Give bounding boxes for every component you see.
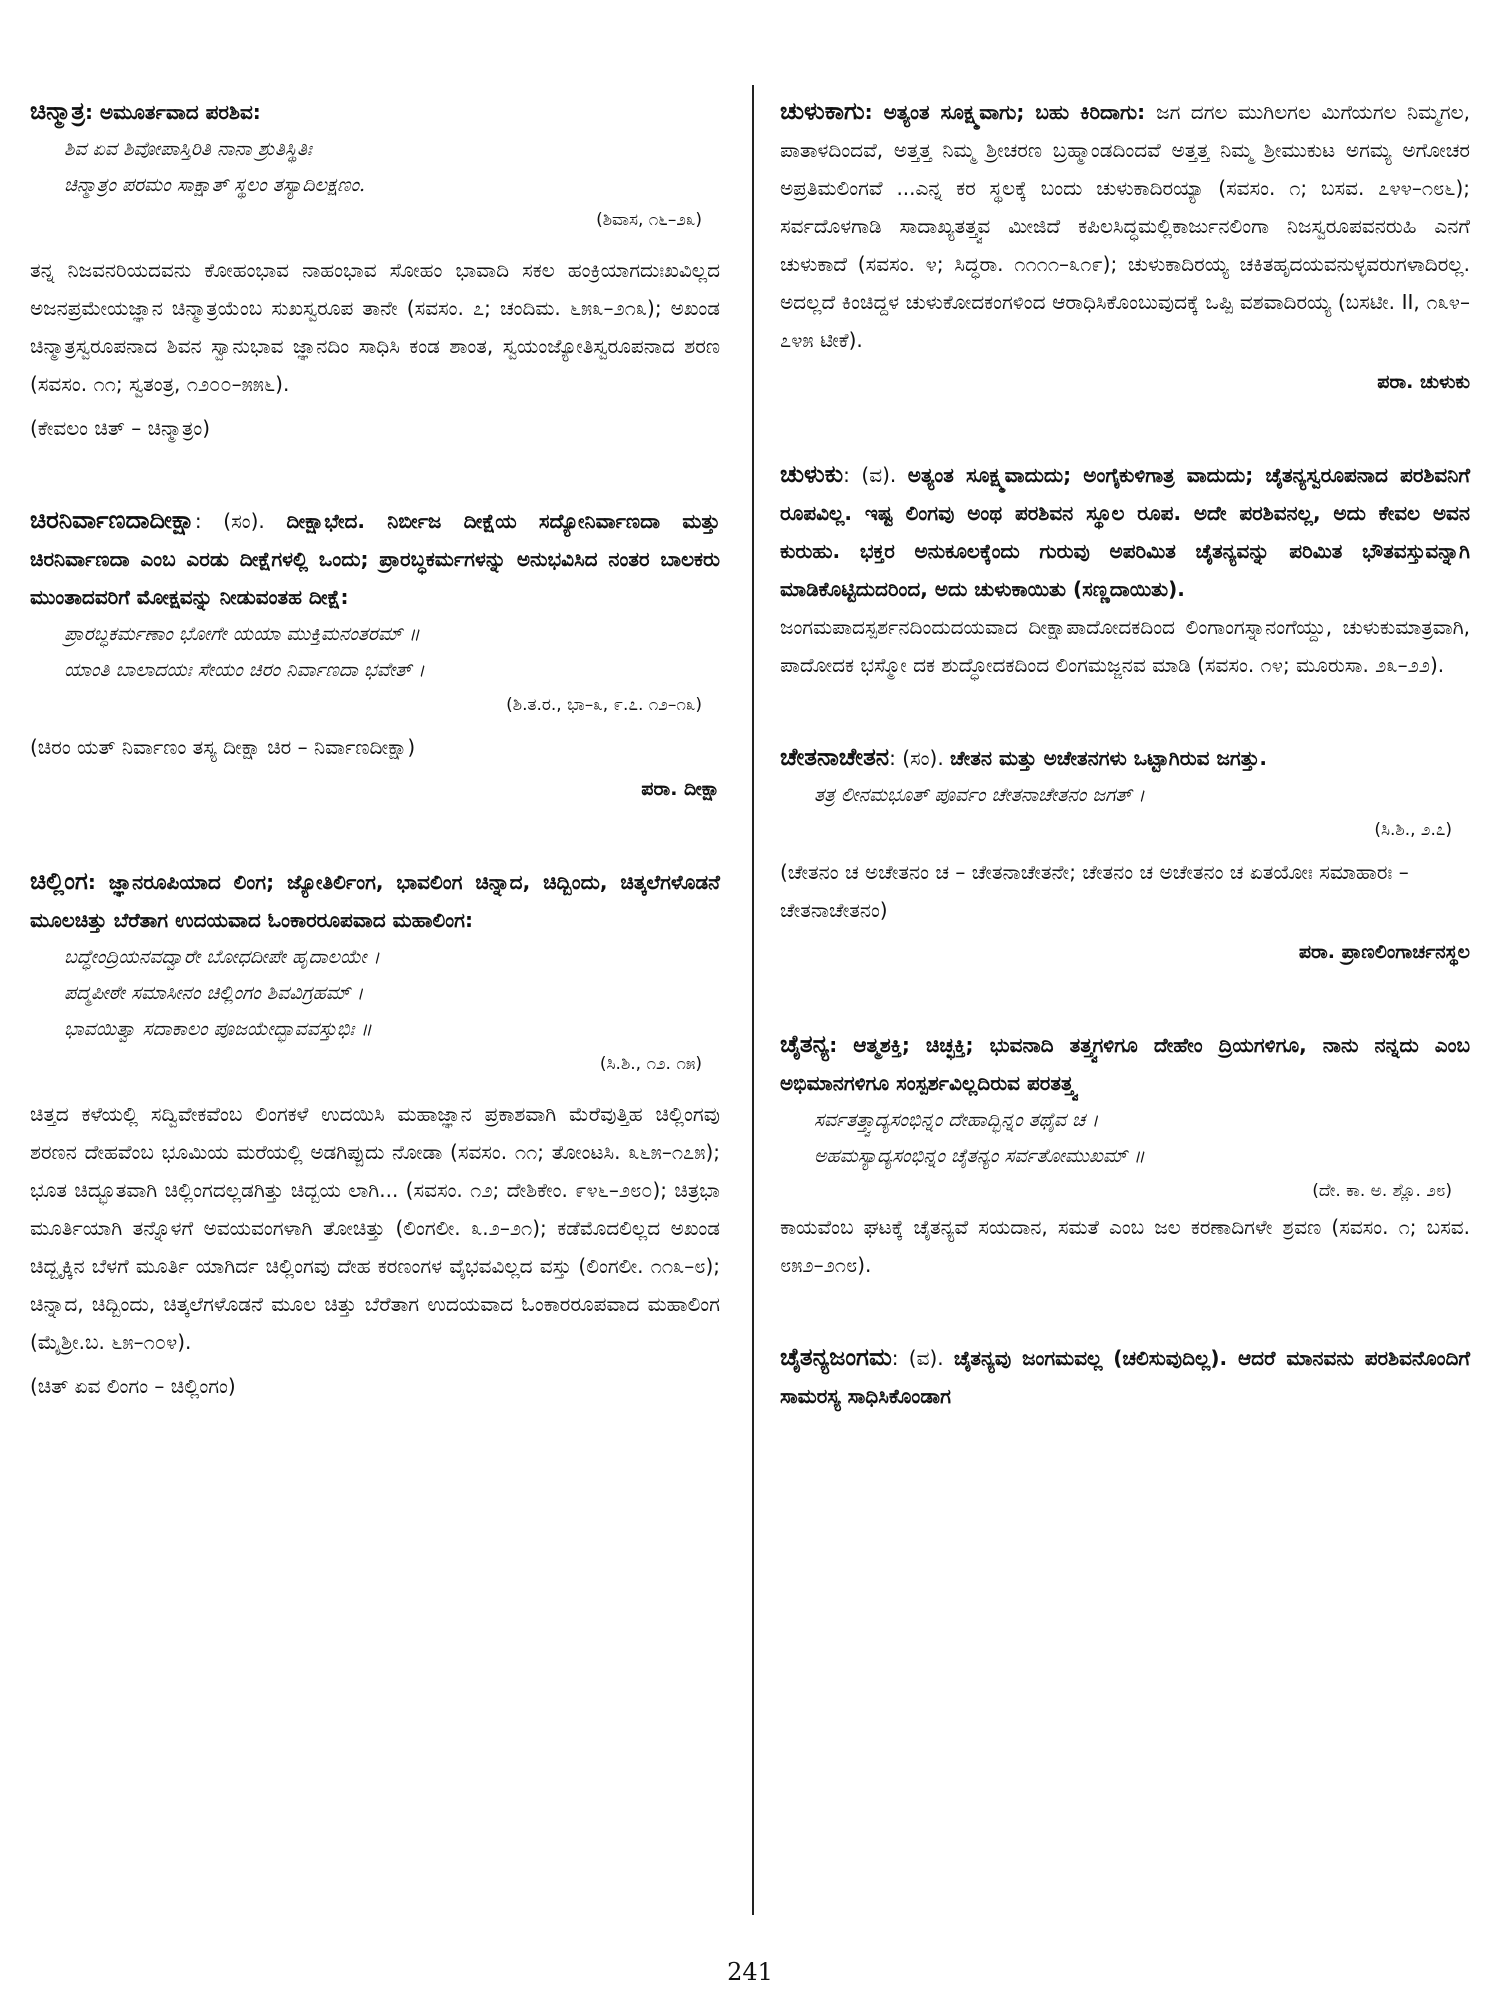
headword: ಚುಳುಕು <box>780 460 844 488</box>
headword: ಚಿನ್ಮಾತ್ರ <box>30 97 85 125</box>
verse-line: ಭಾವಯಿತ್ವಾ ಸದಾಕಾಲಂ ಪೂಜಯೇದ್ಭಾವವಸ್ತುಭಿಃ ॥ <box>64 1018 372 1040</box>
entry-chaitanya <box>780 1025 1470 1284</box>
definition: ಚೈತನ್ಯವು ಜಂಗಮವಲ್ಲ (ಚಲಿಸುವುದಿಲ್ಲ). ಆದರೆ ಮಾನವನು ಪರಶಿವನೊಂದಿಗೆ ಸಾಮರಸ್ಯ ಸಾಧಿಸಿಕೊಂಡಾಗ <box>780 1346 1470 1408</box>
entry-head <box>30 862 720 939</box>
verse-line: ಬದ್ಧೇಂದ್ರಿಯನವದ್ವಾರೇ ಬೋಧದೀಪೇ ಹೃದಾಲಯೇ । <box>64 946 380 968</box>
headword: ಚುಳುಕಾಗು <box>780 97 865 125</box>
entry-head <box>780 1338 1470 1415</box>
etymology-note: (ಚಿರಂ ಯತ್ ನಿರ್ವಾಣಂ ತಸ್ಯ ದೀಕ್ಷಾ ಚಿರ – ನಿರ್ವಾಣದೀಕ್ಷಾ) <box>30 735 416 759</box>
grammar-label: : (ಸಂ). <box>889 746 951 770</box>
headword: ಚಿಲ್ಲಿಂಗ <box>30 867 88 895</box>
entry-head <box>30 501 720 616</box>
etymology-note: (ಚಿತ್ ಏವ ಲಿಂಗಂ – ಚಿಲ್ಲಿಂಗಂ) <box>30 1374 236 1398</box>
entry-chiranirvanadadiksha <box>30 501 720 808</box>
source-citation: (ಸಿ.ಶಿ., ೧೨. ೧೫) <box>599 1054 702 1074</box>
definition: : ಜ್ಞಾನರೂಪಿಯಾದ ಲಿಂಗ; ಜ್ಯೋತಿರ್ಲಿಂಗ, ಭಾವಲಿಂಗ ಚಿನ್ನಾದ, ಚಿದ್ಬಿಂದು, ಚಿತ್ಕಲೆಗಳೊಡನೆ ಮೂಲಚಿತ್ತು ಬೆರೆತಾಗ ಉದಯವಾದ ಓಂಕಾರರೂಪವಾದ ಮಹಾಲಿಂಗ: <box>30 870 720 932</box>
verse-line: ಪ್ರಾರಬ್ಧಕರ್ಮಣಾಂ ಭೋಗೇ ಯಯಾ ಮುಕ್ತಿಮನಂತರಮ್ ॥ <box>64 623 420 645</box>
grammar-label: : (ಸಂ). <box>194 509 287 533</box>
verse-line: ತತ್ರ ಲೀನಮಭೂತ್ ಪೂರ್ವಂ ಚೇತನಾಚೇತನಂ ಜಗತ್ । <box>814 784 1145 806</box>
column-divider <box>752 85 754 1915</box>
entry-head <box>780 455 1470 608</box>
cross-reference: ಪರಾ. ದೀಕ್ಷಾ <box>641 778 720 800</box>
definition: : ಆತ್ಮಶಕ್ತಿ; ಚಿಚ್ಛಕ್ತಿ; ಭುವನಾದಿ ತತ್ತ್ವಗಳಿಗೂ ದೇಹೇಂ ದ್ರಿಯಗಳಿಗೂ, ನಾನು ನನ್ನದು ಎಂಬ ಅಭಿಮಾನಗಳಿಗೂ ಸಂಸ್ಪರ್ಶವಿಲ್ಲದಿರುವ ಪರತತ್ತ್ವ <box>780 1033 1470 1095</box>
entry-body: ಜಂಗಮಪಾದಸ್ಪರ್ಶನದಿಂದುದಯವಾದ ದೀಕ್ಷಾಪಾದೋದಕದಿಂದ ಲಿಂಗಾಂಗಸ್ನಾನಂಗೆಯ್ದು, ಚುಳುಕುಮಾತ್ರವಾಗಿ, ಪಾದೋದಕ ಭಸ್ಮೋ ದಕ ಶುದ್ಧೋದಕದಿಂದ ಲಿಂಗಮಜ್ಜನವ ಮಾಡಿ (ಸವಸಂ. ೧೪; ಮೂರುಸಾ. ೨೩–೨೨). <box>780 615 1470 677</box>
entry-chuluku <box>780 455 1470 684</box>
entry-chillinga <box>30 862 720 1405</box>
entry-chulukagu <box>780 92 1470 401</box>
verse-line: ಯಾಂತಿ ಬಾಲಾದಯಃ ಸೇಯಂ ಚಿರಂ ನಿರ್ವಾಣದಾ ಭವೇತ್ । <box>64 659 425 681</box>
definition: : ಅಮೂರ್ತವಾದ ಪರಶಿವ: <box>84 100 261 124</box>
definition: ಅತ್ಯಂತ ಸೂಕ್ಷ್ಮವಾದುದು; ಅಂಗೈಕುಳಿಗಾತ್ರ ವಾದುದು; ಚೈತನ್ಯಸ್ವರೂಪನಾದ ಪರಶಿವನಿಗೆ ರೂಪವಿಲ್ಲ. ಇಷ್ಟ ಲಿಂಗವು ಅಂಥ ಪರಶಿವನ ಸ್ಥೂಲ ರೂಪ. ಅದೇ ಪರಶಿವನಲ್ಲ, ಅದು ಕೇವಲ ಅವನ ಕುರುಹು. ಭಕ್ತರ ಅನುಕೂಲಕ್ಕೆಂದು ಗುರುವು ಅಪರಿಮಿತ ಚೈತನ್ಯವನ್ನು ಪರಿಮಿತ ಭೌತವಸ್ತುವನ್ನಾಗಿ ಮಾಡಿಕೊಟ್ಟಿದುದರಿಂದ, ಅದು ಚುಳುಕಾಯಿತು (ಸಣ್ಣದಾಯಿತು). <box>780 463 1470 601</box>
entry-chetanachetana <box>780 738 1470 971</box>
definition: ದೀಕ್ಷಾಭೇದ. ನಿರ್ಬೀಜ ದೀಕ್ಷೆಯ ಸದ್ಯೋನಿರ್ವಾಣದಾ ಮತ್ತು ಚಿರನಿರ್ವಾಣದಾ ಎಂಬ ಎರಡು ದೀಕ್ಷೆಗಳಲ್ಲಿ ಒಂದು; ಪ್ರಾರಬ್ಧಕರ್ಮಗಳನ್ನು ಅನುಭವಿಸಿದ ನಂತರ ಬಾಲಕರು ಮುಂತಾದವರಿಗೆ ಮೋಕ್ಷವನ್ನು ನೀಡುವಂತಹ ದೀಕ್ಷೆ: <box>30 509 721 609</box>
verse-line: ಚಿನ್ಮಾತ್ರಂ ಪರಮಂ ಸಾಕ್ಷಾತ್ ಸ್ಥಲಂ ತಸ್ಯಾದಿಲಕ್ಷಣಂ. <box>64 174 366 196</box>
left-column <box>30 92 720 1433</box>
entry-head <box>780 92 1470 359</box>
entry-chinmatra <box>30 92 720 447</box>
right-column <box>780 92 1470 1443</box>
entry-head <box>780 738 1470 777</box>
source-citation: (ಸಿ.ಶಿ., ೨.೭) <box>1374 820 1452 840</box>
entry-body: ಜಗ ದಗಲ ಮುಗಿಲಗಲ ಮಿಗೆಯಗಲ ನಿಮ್ಮಗಲ, ಪಾತಾಳದಿಂದವೆ, ಅತ್ತತ್ತ ನಿಮ್ಮ ಶ್ರೀಚರಣ ಬ್ರಹ್ಮಾಂಡದಿಂದವೆ ಅತ್ತತ್ತ ನಿಮ್ಮ ಶ್ರೀಮುಕುಟ ಅಗಮ್ಯ ಅಗೋಚರ ಅಪ್ರತಿಮಲಿಂಗವೆ ...ಎನ್ನ ಕರ ಸ್ಥಲಕ್ಕೆ ಬಂದು ಚುಳುಕಾದಿರಯ್ಯಾ (ಸವಸಂ. ೧; ಬಸವ. ೭೪೪–೧೮೬); ಸರ್ವದೊಳಗಾಡಿ ಸಾದಾಖ್ಯತತ್ತ್ವವ ಮೀಜಿದೆ ಕಪಿಲಸಿದ್ಧಮಲ್ಲಿಕಾರ್ಜುನಲಿಂಗಾ ನಿಜಸ್ವರೂಪವನರುಹಿ ಎನಗೆ ಚುಳುಕಾದೆ (ಸವಸಂ. ೪; ಸಿದ್ಧರಾ. ೧೧೧೧–೩೧೯); ಚುಳುಕಾದಿರಯ್ಯ ಚಕಿತಹೃದಯವನುಳ್ಳವರುಗಳಾದಿರಲ್ಲ. ಅದಲ್ಲದೆ ಕಿಂಚಿದ್ದಳ ಚುಳುಕೋದಕಂಗಳಿಂದ ಆರಾಧಿಸಿಕೊಂಬುವುದಕ್ಕೆ ಒಪ್ಪಿ ವಶವಾದಿರಯ್ಯ (ಬಸಟೀ. II, ೧೩೪–೭೪೫ ಟೀಕೆ). <box>780 100 1471 352</box>
grammar-label: : (ವ). <box>891 1346 954 1370</box>
entry-body: ಕಾಯವೆಂಬ ಘಟಕ್ಕೆ ಚೈತನ್ಯವೆ ಸಯದಾನ, ಸಮತೆ ಎಂಬ ಜಲ ಕರಣಾದಿಗಳೇ ಶ್ರವಣ (ಸವಸಂ. ೧; ಬಸವ. ೮೫೨–೨೧೮). <box>780 1215 1470 1277</box>
definition: : ಅತ್ಯಂತ ಸೂಕ್ಷ್ಮವಾಗು; ಬಹು ಕಿರಿದಾಗು: <box>864 100 1157 124</box>
entry-body: ತನ್ನ ನಿಜವನರಿಯದವನು ಕೋಹಂಭಾವ ನಾಹಂಭಾವ ಸೋಹಂ ಭಾವಾದಿ ಸಕಲ ಹಂಕ್ರಿಯಾಗದುಃಖವಿಲ್ಲದ ಅಜನಪ್ರಮೇಯಜ್ಞಾನ ಚಿನ್ಮಾತ್ರಯೆಂಬ ಸುಖಸ್ವರೂಪ ತಾನೇ (ಸವಸಂ. ೭; ಚಂದಿಮ. ೬೫೩–೨೧೩); ಅಖಂಡ ಚಿನ್ಮಾತ್ರಸ್ವರೂಪನಾದ ಶಿವನ ಸ್ವಾನುಭಾವ ಜ್ಞಾನದಿಂ ಸಾಧಿಸಿ ಕಂಡ ಶಾಂತ, ಸ್ವಯಂಜ್ಯೋತಿಸ್ವರೂಪನಾದ ಶರಣ (ಸವಸಂ. ೧೧; ಸ್ವತಂತ್ರ, ೧೨೦೦–೫೫೬). <box>30 258 720 396</box>
etymology-note: (ಕೇವಲಂ ಚಿತ್ – ಚಿನ್ಮಾತ್ರಂ) <box>30 416 211 440</box>
entry-chaitanyajangama <box>780 1338 1470 1415</box>
entry-head <box>30 92 720 131</box>
headword: ಚೈತನ್ಯ <box>780 1030 830 1058</box>
page-number: 241 <box>727 1958 773 1986</box>
cross-reference: ಪರಾ. ಚುಳುಕು <box>1377 371 1470 393</box>
entry-head <box>780 1025 1470 1102</box>
verse-line: ಪದ್ಮಪೀಠೇ ಸಮಾಸೀನಂ ಚಿಲ್ಲಿಂಗಂ ಶಿವವಿಗ್ರಹಮ್ । <box>64 982 364 1004</box>
headword: ಚೈತನ್ಯಜಂಗಮ <box>780 1343 892 1371</box>
headword: ಚಿರನಿರ್ವಾಣದಾದೀಕ್ಷಾ <box>30 506 195 534</box>
source-citation: (ಶಿ.ತ.ರ., ಭಾ–೩, ೯.೭. ೧೨–೧೩) <box>506 695 702 715</box>
cross-reference: ಪರಾ. ಪ್ರಾಣಲಿಂಗಾರ್ಚನಸ್ಥಲ <box>1298 941 1470 963</box>
definition: ಚೇತನ ಮತ್ತು ಅಚೇತನಗಳು ಒಟ್ಟಾಗಿರುವ ಜಗತ್ತು. <box>950 746 1267 770</box>
entry-body: ಚಿತ್ತದ ಕಳೆಯಲ್ಲಿ ಸದ್ವಿವೇಕವೆಂಬ ಲಿಂಗಕಳೆ ಉದಯಿಸಿ ಮಹಾಜ್ಞಾನ ಪ್ರಕಾಶವಾಗಿ ಮೆರೆವುತ್ತಿಹ ಚಿಲ್ಲಿಂಗವು ಶರಣನ ದೇಹವೆಂಬ ಭೂಮಿಯ ಮರೆಯಲ್ಲಿ ಅಡಗಿಪ್ಪುದು ನೋಡಾ (ಸವಸಂ. ೧೧; ತೋಂಟಸಿ. ೩೬೫–೧೭೫); ಭೂತ ಚಿದ್ಭೂತವಾಗಿ ಚಿಲ್ಲಿಂಗದಲ್ಲಡಗಿತ್ತು ಚಿದ್ಬಯ ಲಾಗಿ... (ಸವಸಂ. ೧೨; ದೇಶಿಕೇಂ. ೯೪೬–೨೮೦); ಚಿತ್ರಭಾ ಮೂರ್ತಿಯಾಗಿ ತನ್ನೊಳಗೆ ಅವಯವಂಗಳಾಗಿ ತೋಚಿತ್ತು (ಲಿಂಗಲೀ. ೩.೨–೨೧); ಕಡೆಮೊದಲಿಲ್ಲದ ಅಖಂಡ ಚಿದ್ಬೃಕ್ಕಿನ ಬೆಳಗೆ ಮೂರ್ತಿ ಯಾಗಿರ್ದ ಚಿಲ್ಲಿಂಗವು ದೇಹ ಕರಣಂಗಳ ವೈಭವವಿಲ್ಲದ ವಸ್ತು (ಲಿಂಗಲೀ. ೧೧೩–೮); ಚಿನ್ನಾದ, ಚಿದ್ಬಿಂದು, ಚಿತ್ಕಲೆಗಳೊಡನೆ ಮೂಲ ಚಿತ್ತು ಬೆರೆತಾಗ ಉದಯವಾದ ಓಂಕಾರರೂಪವಾದ ಮಹಾಲಿಂಗ (ಮೈಶ್ರೀ.ಬ. ೬೫–೧೦೪). <box>30 1102 720 1354</box>
etymology-note: (ಚೇತನಂ ಚ ಅಚೇತನಂ ಚ – ಚೇತನಾಚೇತನೇ; ಚೇತನಂ ಚ ಅಚೇತನಂ ಚ ಏತಯೋಃ ಸಮಾಹಾರಃ – ಚೇತನಾಚೇತನಂ) <box>780 860 1409 922</box>
verse-line: ಸರ್ವತತ್ತ್ವಾದ್ಯಸಂಭಿನ್ನಂ ದೇಹಾದ್ಭಿನ್ನಂ ತಥೈವ ಚ । <box>814 1109 1099 1131</box>
grammar-label: : (ವ). <box>843 463 908 487</box>
source-citation: (ಶಿವಾಸ, ೧೬–೨೩) <box>596 210 702 230</box>
verse-line: ಅಹಮಸ್ಯಾದ್ಯಸಂಭಿನ್ನಂ ಚೈತನ್ಯಂ ಸರ್ವತೋಮುಖಮ್ ॥ <box>814 1145 1145 1167</box>
source-citation: (ದೇ. ಕಾ. ಅ. ಶ್ಲೊ. ೨೮) <box>1312 1181 1452 1201</box>
verse-line: ಶಿವ ಏವ ಶಿವೋಪಾಸ್ತಿರಿತಿ ನಾನಾ ಶ್ರುತಿಸ್ಥಿತಿಃ <box>64 138 312 160</box>
headword: ಚೇತನಾಚೇತನ <box>780 743 890 771</box>
